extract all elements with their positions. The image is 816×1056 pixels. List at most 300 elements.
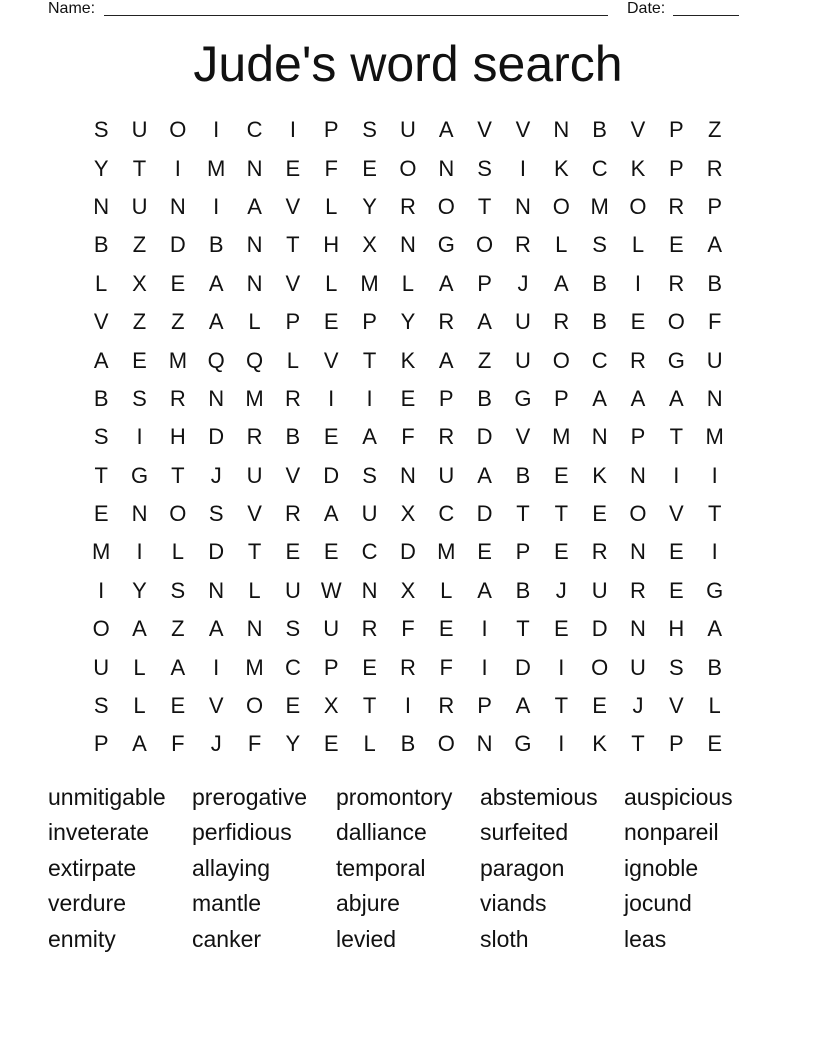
grid-letter: R <box>630 577 646 603</box>
search-word: abjure <box>336 890 400 917</box>
grid-letter: L <box>401 270 415 296</box>
grid-row <box>82 725 734 763</box>
grid-letter: N <box>208 385 225 411</box>
grid-row <box>82 533 734 571</box>
grid-letter: A <box>707 616 723 642</box>
grid-letter: L <box>363 731 376 757</box>
grid-letter: B <box>93 232 109 258</box>
grid-letter: N <box>706 385 723 411</box>
grid-letter: E <box>285 539 301 565</box>
grid-letter: N <box>399 232 416 258</box>
grid-letter: T <box>477 193 492 219</box>
grid-letter: E <box>400 385 416 411</box>
grid-letter: L <box>286 347 300 373</box>
grid-letter: O <box>629 501 647 527</box>
grid-letter: N <box>131 501 148 527</box>
search-word: surfeited <box>480 819 569 846</box>
search-word: extirpate <box>48 854 137 881</box>
grid-letter: P <box>323 117 339 143</box>
grid-letter: V <box>668 693 684 719</box>
search-word: mantle <box>192 890 262 917</box>
grid-letter: R <box>630 347 646 373</box>
grid-letter: A <box>93 347 109 373</box>
grid-letter: O <box>399 155 417 181</box>
grid-letter: K <box>553 155 569 181</box>
grid-letter: M <box>207 155 226 181</box>
grid-letter: J <box>555 577 567 603</box>
grid-letter: P <box>285 309 301 335</box>
grid-letter: A <box>362 424 377 450</box>
grid-letter: I <box>481 616 488 642</box>
grid-letter: Z <box>707 117 722 143</box>
grid-letter: U <box>399 117 416 143</box>
search-word: viands <box>480 890 547 917</box>
grid-letter: F <box>171 731 185 757</box>
grid-letter: Y <box>93 155 109 181</box>
grid-letter: S <box>285 616 301 642</box>
grid-letter: E <box>477 539 492 565</box>
grid-row <box>82 226 734 264</box>
grid-letter: R <box>361 616 378 642</box>
grid-letter: H <box>323 232 340 258</box>
grid-letter: T <box>669 424 684 450</box>
grid-letter: A <box>323 501 339 527</box>
grid-letter: S <box>132 385 147 411</box>
word-row <box>48 850 768 886</box>
grid-letter: A <box>438 117 454 143</box>
grid-letter: T <box>707 501 722 527</box>
grid-letter: Y <box>362 193 377 219</box>
grid-letter: T <box>94 462 108 488</box>
grid-letter: Y <box>132 577 147 603</box>
grid-letter: I <box>366 385 373 411</box>
grid-letter: I <box>634 270 642 296</box>
grid-letter: O <box>169 117 187 143</box>
grid-letter: I <box>328 385 335 411</box>
grid-letter: A <box>477 577 492 603</box>
search-word: ignoble <box>624 854 699 881</box>
grid-letter: S <box>362 117 377 143</box>
grid-row <box>82 572 734 610</box>
grid-letter: P <box>438 385 454 411</box>
search-word: sloth <box>480 925 529 952</box>
grid-letter: U <box>361 501 378 527</box>
grid-letter: R <box>553 309 570 335</box>
grid-letter: L <box>133 693 146 719</box>
grid-row <box>82 380 734 418</box>
grid-letter: E <box>170 270 186 296</box>
grid-letter: R <box>284 501 301 527</box>
grid-letter: B <box>477 385 492 411</box>
grid-letter: P <box>93 731 109 757</box>
grid-letter: R <box>515 232 531 258</box>
word-list <box>48 779 768 957</box>
grid-letter: P <box>553 385 569 411</box>
grid-letter: S <box>170 577 186 603</box>
grid-letter: N <box>630 539 646 565</box>
grid-letter: N <box>361 577 378 603</box>
grid-letter: N <box>246 616 263 642</box>
grid-row <box>82 457 734 495</box>
grid-letter: S <box>93 117 109 143</box>
date-label: Date: <box>627 0 666 17</box>
grid-row <box>82 418 734 456</box>
grid-letter: P <box>477 270 492 296</box>
grid-letter: I <box>136 424 143 450</box>
grid-letter: K <box>630 155 646 181</box>
grid-letter: I <box>673 462 680 488</box>
grid-letter: P <box>515 539 531 565</box>
grid-letter: V <box>93 309 109 335</box>
grid-letter: R <box>284 385 301 411</box>
grid-letter: N <box>515 193 531 219</box>
grid-letter: T <box>554 693 569 719</box>
grid-letter: U <box>131 117 148 143</box>
search-word: perfidious <box>192 819 292 846</box>
search-word: nonpareil <box>624 819 719 846</box>
grid-letter: P <box>668 155 684 181</box>
grid-letter: W <box>320 577 342 603</box>
grid-letter: A <box>553 270 569 296</box>
grid-letter: L <box>325 193 338 219</box>
grid-letter: U <box>323 616 340 642</box>
grid-letter: E <box>553 616 569 642</box>
grid-letter: N <box>246 232 263 258</box>
grid-letter: R <box>668 270 685 296</box>
grid-letter: C <box>284 654 301 680</box>
grid-letter: G <box>667 347 685 373</box>
grid-letter: U <box>591 577 608 603</box>
grid-letter: A <box>477 309 492 335</box>
grid-letter: A <box>438 270 454 296</box>
grid-letter: B <box>93 385 109 411</box>
search-word: enmity <box>48 925 116 952</box>
grid-letter: R <box>668 193 685 219</box>
grid-letter: V <box>515 424 531 450</box>
grid-letter: I <box>98 577 105 603</box>
grid-letter: N <box>476 731 493 757</box>
grid-letter: U <box>93 654 110 680</box>
grid-letter: I <box>558 654 565 680</box>
grid-letter: N <box>399 462 416 488</box>
grid-row <box>82 111 734 149</box>
search-word: levied <box>336 925 397 952</box>
grid-letter: Q <box>245 347 264 373</box>
grid-letter: Z <box>477 347 492 373</box>
grid-row <box>82 303 734 341</box>
search-word: dalliance <box>336 819 427 846</box>
grid-letter: U <box>515 309 531 335</box>
grid-letter: N <box>246 270 263 296</box>
page-title: Jude's word search <box>193 36 623 92</box>
grid-letter: M <box>245 654 264 680</box>
grid-letter: R <box>706 155 723 181</box>
grid-letter: N <box>438 155 455 181</box>
grid-letter: V <box>247 501 262 527</box>
grid-letter: P <box>668 731 684 757</box>
grid-letter: I <box>174 155 181 181</box>
grid-letter: M <box>552 424 571 450</box>
grid-letter: B <box>707 654 723 680</box>
grid-letter: I <box>711 539 718 565</box>
grid-letter: O <box>667 309 685 335</box>
grid-letter: T <box>171 462 185 488</box>
search-word: unmitigable <box>48 783 166 810</box>
grid-letter: M <box>168 347 188 373</box>
grid-letter: G <box>514 731 532 757</box>
grid-letter: G <box>514 385 532 411</box>
grid-letter: S <box>477 155 492 181</box>
grid-letter: I <box>558 731 565 757</box>
grid-letter: Y <box>400 309 416 335</box>
grid-letter: D <box>515 654 531 680</box>
grid-letter: Y <box>285 731 301 757</box>
grid-letter: A <box>208 270 224 296</box>
grid-letter: E <box>285 155 301 181</box>
grid-letter: N <box>630 616 646 642</box>
search-word: allaying <box>192 854 270 881</box>
grid-letter: E <box>132 347 147 373</box>
grid-letter: U <box>630 654 646 680</box>
grid-letter: B <box>515 577 531 603</box>
grid-letter: O <box>437 731 455 757</box>
grid-letter: O <box>629 193 647 219</box>
grid-letter: O <box>476 232 494 258</box>
grid-letter: D <box>399 539 416 565</box>
grid-letter: J <box>517 270 529 296</box>
grid-row <box>82 188 734 226</box>
grid-letter: G <box>437 232 455 258</box>
grid-letter: U <box>515 347 531 373</box>
grid-letter: V <box>323 347 339 373</box>
grid-letter: S <box>208 501 224 527</box>
header-line <box>48 0 748 20</box>
grid-letter: E <box>668 232 684 258</box>
grid-letter: T <box>631 731 645 757</box>
grid-letter: K <box>592 462 607 488</box>
grid-letter: U <box>438 462 455 488</box>
grid-letter: N <box>591 424 608 450</box>
word-row <box>48 779 768 815</box>
grid-letter: I <box>136 539 143 565</box>
grid-letter: V <box>285 270 301 296</box>
grid-letter: G <box>706 577 724 603</box>
grid-letter: N <box>93 193 110 219</box>
grid-letter: M <box>245 385 264 411</box>
grid-letter: E <box>323 309 339 335</box>
search-word: temporal <box>336 854 426 881</box>
grid-letter: E <box>362 155 377 181</box>
grid-letter: L <box>248 577 261 603</box>
grid-letter: B <box>592 270 607 296</box>
grid-row <box>82 341 734 379</box>
grid-letter: C <box>361 539 378 565</box>
search-word: promontory <box>336 783 453 810</box>
grid-letter: J <box>632 693 644 719</box>
grid-letter: S <box>592 232 607 258</box>
grid-letter: L <box>555 232 568 258</box>
grid-letter: D <box>591 616 608 642</box>
grid-letter: V <box>208 693 224 719</box>
grid-letter: X <box>400 501 416 527</box>
grid-letter: F <box>401 424 415 450</box>
grid-letter: E <box>323 424 339 450</box>
grid-letter: E <box>553 539 569 565</box>
search-word: verdure <box>48 890 126 917</box>
grid-letter: I <box>404 693 411 719</box>
search-word: abstemious <box>480 783 598 810</box>
search-word: auspicious <box>624 783 733 810</box>
grid-letter: P <box>707 193 723 219</box>
grid-letter: S <box>668 654 684 680</box>
grid-letter: Z <box>171 309 185 335</box>
grid-letter: R <box>591 539 608 565</box>
grid-letter: P <box>477 693 492 719</box>
search-word: jocund <box>624 890 692 917</box>
word-row <box>48 921 768 957</box>
grid-letter: B <box>400 731 416 757</box>
grid-row <box>82 149 734 187</box>
grid-row <box>82 495 734 533</box>
grid-letter: Z <box>132 232 147 258</box>
grid-letter: E <box>323 539 339 565</box>
grid-letter: C <box>246 117 263 143</box>
grid-letter: L <box>325 270 338 296</box>
grid-letter: C <box>591 347 608 373</box>
grid-letter: A <box>515 693 531 719</box>
grid-letter: E <box>362 654 377 680</box>
grid-letter: T <box>247 539 262 565</box>
grid-letter: A <box>132 616 147 642</box>
word-row <box>48 815 768 851</box>
grid-letter: X <box>400 577 416 603</box>
grid-letter: R <box>399 654 416 680</box>
name-field-line[interactable] <box>104 15 608 16</box>
grid-letter: O <box>552 347 570 373</box>
grid-letter: H <box>668 616 685 642</box>
grid-letter: A <box>668 385 684 411</box>
date-field-line[interactable] <box>673 15 739 16</box>
grid-letter: V <box>515 117 531 143</box>
grid-letter: F <box>707 309 722 335</box>
grid-letter: S <box>362 462 377 488</box>
grid-letter: B <box>285 424 301 450</box>
grid-letter: E <box>438 616 454 642</box>
grid-letter: Q <box>207 347 225 373</box>
grid-letter: P <box>668 117 684 143</box>
grid-letter: S <box>93 424 109 450</box>
grid-letter: A <box>247 193 262 219</box>
grid-letter: T <box>132 155 147 181</box>
search-word: leas <box>624 925 667 952</box>
grid-letter: I <box>711 462 718 488</box>
search-word: paragon <box>480 854 565 881</box>
search-word: prerogative <box>192 783 308 810</box>
grid-letter: E <box>323 731 339 757</box>
grid-letter: D <box>323 462 340 488</box>
grid-letter: I <box>519 155 527 181</box>
grid-letter: O <box>552 193 570 219</box>
grid-letter: M <box>705 424 724 450</box>
grid-letter: E <box>592 693 607 719</box>
grid-letter: E <box>553 462 569 488</box>
grid-letter: T <box>286 232 300 258</box>
grid-letter: N <box>246 155 263 181</box>
grid-letter: P <box>323 654 339 680</box>
grid-letter: E <box>285 693 301 719</box>
grid-letter: A <box>438 347 454 373</box>
grid-letter: L <box>440 577 453 603</box>
grid-letter: X <box>132 270 147 296</box>
grid-letter: L <box>171 539 184 565</box>
grid-letter: N <box>553 117 570 143</box>
grid-letter: T <box>516 501 530 527</box>
grid-letter: S <box>93 693 109 719</box>
grid-letter: O <box>169 501 187 527</box>
grid-letter: M <box>92 539 111 565</box>
letter-grid <box>82 111 734 764</box>
grid-letter: R <box>438 309 455 335</box>
grid-letter: M <box>590 193 609 219</box>
grid-letter: D <box>476 501 493 527</box>
grid-letter: D <box>169 232 186 258</box>
grid-letter: A <box>208 309 224 335</box>
grid-letter: Z <box>132 309 147 335</box>
grid-letter: A <box>477 462 492 488</box>
grid-letter: O <box>245 693 264 719</box>
grid-letter: H <box>169 424 186 450</box>
grid-letter: V <box>630 117 646 143</box>
grid-letter: L <box>631 232 645 258</box>
grid-letter: T <box>362 347 377 373</box>
grid-letter: I <box>289 117 296 143</box>
grid-letter: R <box>246 424 263 450</box>
grid-letter: I <box>213 117 220 143</box>
grid-letter: N <box>630 462 646 488</box>
grid-letter: E <box>668 539 684 565</box>
grid-letter: U <box>284 577 301 603</box>
grid-letter: I <box>213 654 220 680</box>
grid-row <box>82 648 734 686</box>
grid-letter: E <box>668 577 684 603</box>
grid-letter: A <box>170 654 186 680</box>
grid-letter: B <box>515 462 531 488</box>
grid-letter: A <box>208 616 224 642</box>
grid-letter: D <box>476 424 493 450</box>
grid-letter: I <box>213 193 220 219</box>
grid-letter: N <box>208 577 225 603</box>
grid-letter: E <box>93 501 109 527</box>
grid-letter: G <box>130 462 149 488</box>
grid-letter: Z <box>171 616 185 642</box>
name-label: Name: <box>48 0 96 17</box>
grid-letter: M <box>437 539 456 565</box>
grid-letter: U <box>706 347 723 373</box>
grid-letter: O <box>92 616 110 642</box>
grid-letter: X <box>323 693 339 719</box>
grid-letter: C <box>438 501 455 527</box>
grid-row <box>82 265 734 303</box>
grid-letter: V <box>477 117 492 143</box>
grid-letter: V <box>668 501 684 527</box>
grid-letter: V <box>285 462 301 488</box>
grid-letter: L <box>708 693 721 719</box>
grid-letter: R <box>438 424 455 450</box>
grid-letter: M <box>360 270 379 296</box>
grid-letter: A <box>707 232 723 258</box>
grid-letter: A <box>630 385 646 411</box>
grid-letter: B <box>208 232 224 258</box>
